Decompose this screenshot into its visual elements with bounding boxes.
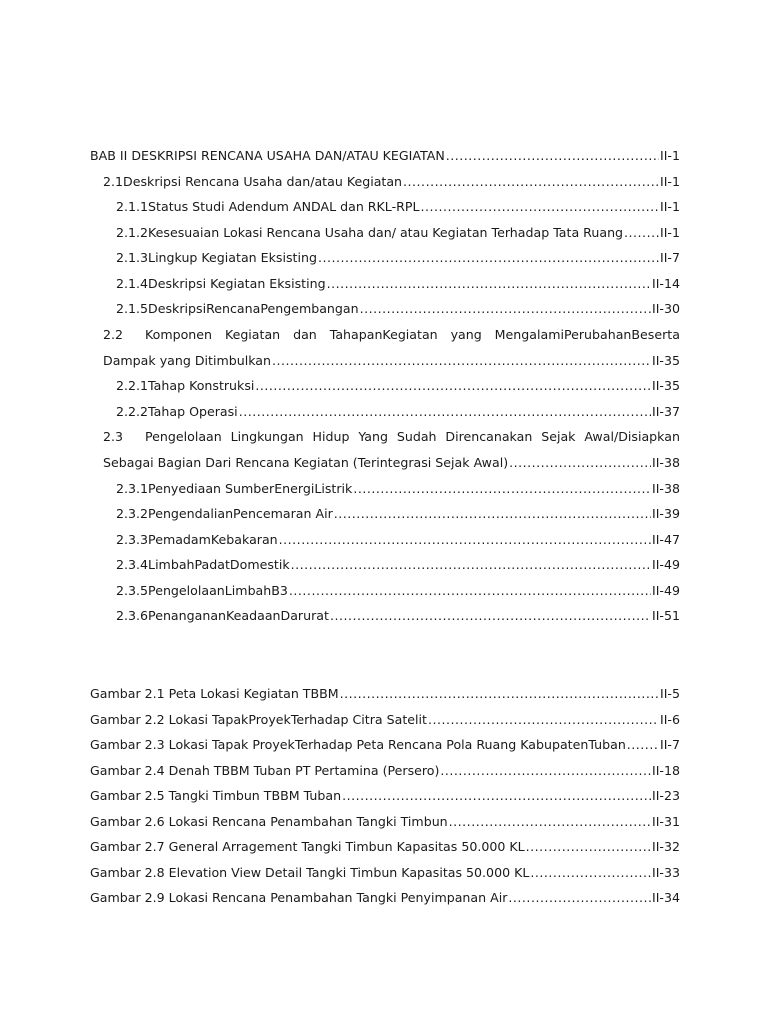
- title-word: Awal/Disiapkan: [584, 429, 680, 444]
- dot-leader: [530, 863, 651, 883]
- toc-entry-number: 2.1.2: [116, 225, 149, 240]
- toc-subsection-entry[interactable]: [116, 530, 680, 550]
- toc-entry-page: II-49: [652, 583, 680, 598]
- figure-entry-title: Gambar 2.5 Tangki Timbun TBBM Tuban: [90, 788, 342, 803]
- dot-leader: [255, 376, 651, 396]
- figure-entry-page: II-31: [652, 814, 680, 829]
- toc-entry-page: II-39: [652, 506, 680, 521]
- toc-entry-page: II-49: [652, 557, 680, 572]
- toc-entry-page: II-35: [652, 353, 680, 368]
- toc-section-entry[interactable]: [103, 453, 680, 473]
- title-word: Yang: [358, 429, 388, 444]
- toc-entry-number: 2.1.4: [116, 276, 149, 291]
- title-word: TahapanKegiatan: [329, 327, 438, 342]
- figure-entry-title: Gambar 2.6 Lokasi Rencana Penambahan Tangki Timbun: [90, 814, 448, 829]
- dot-leader: [446, 146, 659, 166]
- toc-entry-number: 2.1.3: [116, 250, 149, 265]
- toc-subsection-entry[interactable]: [116, 248, 680, 268]
- title-word: Kegiatan: [224, 327, 281, 342]
- dot-leader: [239, 402, 651, 422]
- toc-entry-number: 2.1.5: [116, 301, 149, 316]
- figure-entry-page: II-32: [652, 839, 680, 854]
- title-word: Komponen: [145, 327, 213, 342]
- toc-entry-title: DeskripsiRencanaPengembangan: [148, 301, 359, 316]
- title-word: yang: [450, 327, 482, 342]
- toc-entry-page: II-38: [652, 481, 680, 496]
- title-word: dan: [293, 327, 317, 342]
- toc-entry-page: II-1: [660, 199, 680, 214]
- toc-subsection-entry[interactable]: [116, 606, 680, 626]
- dot-leader: [360, 299, 651, 319]
- dot-leader: [318, 248, 659, 268]
- toc-entry-page: II-14: [652, 276, 680, 291]
- dot-leader: [340, 684, 659, 704]
- dot-leader: [428, 710, 659, 730]
- dot-leader: [334, 504, 651, 524]
- toc-subsection-entry[interactable]: [116, 274, 680, 294]
- toc-entry-title: Kesesuaian Lokasi Rencana Usaha dan/ atau Kegiatan Terhadap Tata Ruang: [148, 225, 624, 240]
- toc-entry-title: PengelolaanLimbahB3: [148, 583, 288, 598]
- figure-entry[interactable]: [90, 684, 680, 704]
- toc-entry-title: Tahap Konstruksi: [148, 378, 255, 393]
- toc-entry-title: Deskripsi Kegiatan Eksisting: [148, 276, 326, 291]
- toc-entry-number: 2.1.1: [116, 199, 149, 214]
- toc-entry-title: LimbahPadatDomestik: [148, 557, 290, 572]
- figure-entry-title: Gambar 2.1 Peta Lokasi Kegiatan TBBM: [90, 686, 339, 701]
- toc-chapter-entry[interactable]: [90, 146, 680, 166]
- figure-entry-page: II-23: [652, 788, 680, 803]
- toc-entry-number: 2.3: [103, 429, 124, 444]
- toc-entry-number: 2.3.5: [116, 583, 149, 598]
- toc-entry-number: 2.2: [103, 327, 124, 342]
- toc-entry-title: Penyediaan SumberEnergiListrik: [148, 481, 353, 496]
- toc-section-entry[interactable]: [103, 172, 680, 192]
- toc-entry-number: 2.3.3: [116, 532, 149, 547]
- toc-entry-page: II-1: [660, 225, 680, 240]
- figure-entry[interactable]: [90, 735, 680, 755]
- toc-entry-title-line[interactable]: [145, 427, 680, 447]
- figure-entry[interactable]: [90, 761, 680, 781]
- dot-leader: [353, 479, 651, 499]
- toc-entry-title: PenangananKeadaanDarurat: [148, 608, 329, 623]
- toc-subsection-entry[interactable]: [116, 402, 680, 422]
- title-word: Pengelolaan: [145, 429, 222, 444]
- dot-leader: [279, 530, 651, 550]
- figure-entry-title: Gambar 2.3 Lokasi Tapak ProyekTerhadap Peta Rencana Pola Ruang KabupatenTuban: [90, 737, 626, 752]
- figure-entry[interactable]: [90, 863, 680, 883]
- dot-leader: [624, 223, 659, 243]
- dot-leader: [291, 555, 651, 575]
- title-word: Direncanakan: [445, 429, 533, 444]
- figure-entry-title: Gambar 2.8 Elevation View Detail Tangki Timbun Kapasitas 50.000 KL: [90, 865, 530, 880]
- toc-entry-page: II-1: [660, 148, 680, 163]
- toc-entry-title: Sebagai Bagian Dari Rencana Kegiatan (Terintegrasi Sejak Awal): [103, 455, 509, 470]
- toc-entry-title-line[interactable]: [145, 325, 680, 345]
- figure-entry[interactable]: [90, 837, 680, 857]
- figure-entry[interactable]: [90, 710, 680, 730]
- dot-leader: [627, 735, 659, 755]
- toc-entry-page: II-51: [652, 608, 680, 623]
- figure-entry-title: Gambar 2.2 Lokasi TapakProyekTerhadap Citra Satelit: [90, 712, 427, 727]
- toc-entry-page: II-47: [652, 532, 680, 547]
- dot-leader: [526, 837, 651, 857]
- figure-entry[interactable]: [90, 786, 680, 806]
- dot-leader: [509, 453, 651, 473]
- dot-leader: [508, 888, 651, 908]
- figure-entry-page: II-6: [660, 712, 680, 727]
- toc-entry-number: 2.3.1: [116, 481, 149, 496]
- figure-entry-page: II-33: [652, 865, 680, 880]
- dot-leader: [403, 172, 659, 192]
- dot-leader: [342, 786, 651, 806]
- dot-leader: [272, 351, 651, 371]
- toc-subsection-entry[interactable]: [116, 299, 680, 319]
- toc-entry-title: PengendalianPencemaran Air: [148, 506, 333, 521]
- toc-entry-page: II-37: [652, 404, 680, 419]
- dot-leader: [289, 581, 651, 601]
- dot-leader: [327, 274, 651, 294]
- toc-entry-title: Deskripsi Rencana Usaha dan/atau Kegiatan: [123, 174, 403, 189]
- figure-entry-page: II-7: [660, 737, 680, 752]
- title-word: Lingkungan: [230, 429, 304, 444]
- toc-subsection-entry[interactable]: [116, 376, 680, 396]
- figure-entry-title: Gambar 2.9 Lokasi Rencana Penambahan Tangki Penyimpanan Air: [90, 890, 508, 905]
- toc-subsection-entry[interactable]: [116, 197, 680, 217]
- toc-entry-number: 2.3.4: [116, 557, 149, 572]
- toc-subsection-entry[interactable]: [116, 555, 680, 575]
- toc-subsection-entry[interactable]: [116, 223, 680, 243]
- toc-entry-number: 2.3.6: [116, 608, 149, 623]
- title-word: Sejak: [541, 429, 576, 444]
- figure-entry[interactable]: [90, 888, 680, 908]
- title-word: MengalamiPerubahanBeserta: [494, 327, 680, 342]
- toc-entry-number: 2.3.2: [116, 506, 149, 521]
- toc-entry-page: II-38: [652, 455, 680, 470]
- toc-entry-number: 2.2.2: [116, 404, 149, 419]
- dot-leader: [421, 197, 659, 217]
- dot-leader: [449, 812, 651, 832]
- figure-entry-page: II-5: [660, 686, 680, 701]
- toc-entry-page: II-35: [652, 378, 680, 393]
- toc-entry-title: PemadamKebakaran: [148, 532, 278, 547]
- toc-subsection-entry[interactable]: [116, 581, 680, 601]
- toc-entry-page: II-30: [652, 301, 680, 316]
- toc-entry-title: Lingkup Kegiatan Eksisting: [148, 250, 317, 265]
- toc-entry-page: II-7: [660, 250, 680, 265]
- figure-entry-title: Gambar 2.4 Denah TBBM Tuban PT Pertamina (Persero): [90, 763, 440, 778]
- toc-entry-number: 2.2.1: [116, 378, 149, 393]
- title-word: Sudah: [396, 429, 437, 444]
- toc-section-entry[interactable]: [103, 351, 680, 371]
- toc-entry-title: Tahap Operasi: [148, 404, 238, 419]
- dot-leader: [440, 761, 651, 781]
- dot-leader: [330, 606, 651, 626]
- figure-entry-title: Gambar 2.7 General Arragement Tangki Timbun Kapasitas 50.000 KL: [90, 839, 525, 854]
- toc-entry-page: II-1: [660, 174, 680, 189]
- figure-entry-page: II-34: [652, 890, 680, 905]
- toc-subsection-entry[interactable]: [116, 504, 680, 524]
- toc-subsection-entry[interactable]: [116, 479, 680, 499]
- figure-entry-page: II-18: [652, 763, 680, 778]
- toc-entry-number: 2.1: [103, 174, 124, 189]
- toc-entry-title: Status Studi Adendum ANDAL dan RKL-RPL: [148, 199, 420, 214]
- toc-entry-title: Dampak yang Ditimbulkan: [103, 353, 271, 368]
- title-word: Hidup: [312, 429, 350, 444]
- figure-entry[interactable]: [90, 812, 680, 832]
- toc-entry-title: BAB II DESKRIPSI RENCANA USAHA DAN/ATAU KEGIATAN: [90, 148, 445, 163]
